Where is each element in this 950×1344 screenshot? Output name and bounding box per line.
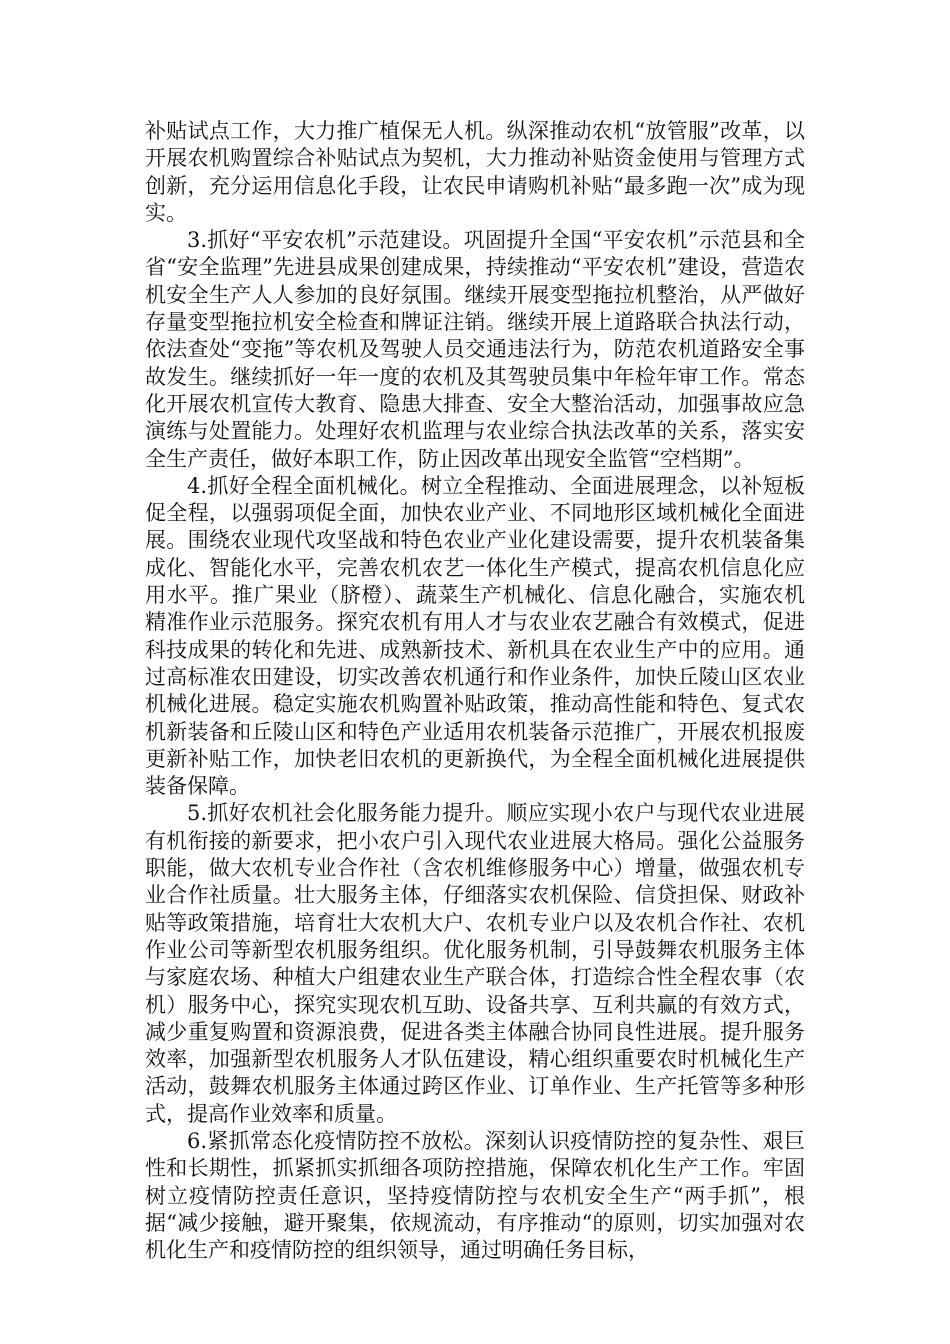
paragraph-full-mechanization: 4.抓好全程全面机械化。树立全程推动、全面进展理念，以补短板促全程，以强弱项促全面，加快农业产业、不同地形区域机械化全面进展。围绕农业现代攻坚战和特色农业产业化建设需要，提升农机装备集成化、智能化水平，完善农机农艺一体化生产模式，提高农机信息化应用水平。推广果业（脐橙）、蔬菜生产机械化、信息化融合，实施农机精准作业示范服务。探究农机有用人才与农业农艺融合有效模式，促进科技成果的转化和先进、成熟新技术、新机具在农业生产中的应用。通过高标准农田建设，切实改善农机通行和作业条件，加快丘陵山区农业机械化进展。稳定实施农机购置补贴政策，推动高性能和特色、复式农机新装备和丘陵山区和特色产业适用农机装备示范推广，开展农机报废更新补贴工作，加快老旧农机的更新换代，为全程全面机械化进展提供装备保障。 bbox=[145, 473, 805, 799]
paragraph-safe-farm-machinery: 3.抓好“平安农机”示范建设。巩固提升全国“平安农机”示范县和全省“安全监理”先进县成果创建成果，持续推动“平安农机”建设，营造农机安全生产人人参加的良好氛围。继续开展变型拖拉机整治，从严做好存量变型拖拉机安全检查和牌证注销。继续开展上道路联合执法行动，依法查处“变拖”等农机及驾驶人员交通违法行为，防范农机道路安全事故发生。继续抓好一年一度的农机及其驾驶员集中年检年审工作。常态化开展农机宣传大教育、隐患大排查、安全大整治活动，加强事故应急演练与处置能力。处理好农机监理与农业综合执法改革的关系，落实安全生产责任，做好本职工作，防止因改革出现安全监管“空档期”。 bbox=[145, 228, 805, 471]
paragraph-epidemic-control: 6.紧抓常态化疫情防控不放松。深刻认识疫情防控的复杂性、艰巨性和长期性，抓紧抓实抓细各项防控措施，保障农机化生产工作。牢固树立疫情防控责任意识，坚持疫情防控与农机安全生产“两手抓”，根据“减少接触，避开聚集，依规流动，有序推动“的原则，切实加强对农机化生产和疫情防控的组织领导，通过明确任务目标， bbox=[145, 1128, 805, 1263]
paragraph-subsidy-pilot: 补贴试点工作，大力推广植保无人机。纵深推动农机“放管服”改革，以开展农机购置综合补贴试点为契机，大力推动补贴资金使用与管理方式创新，充分运用信息化手段，让农民申请购机补贴“最多跑一次”成为现实。 bbox=[145, 119, 805, 225]
document-body bbox=[145, 118, 805, 1264]
paragraph-social-services: 5.抓好农机社会化服务能力提升。顺应实现小农户与现代农业进展有机衔接的新要求，把小农户引入现代农业进展大格局。强化公益服务职能，做大农机专业合作社（含农机维修服务中心）增量，做强农机专业合作社质量。壮大服务主体，仔细落实农机保险、信贷担保、财政补贴等政策措施，培育壮大农机大户、农机专业户以及农机合作社、农机作业公司等新型农机服务组织。优化服务机制，引导鼓舞农机服务主体与家庭农场、种植大户组建农业生产联合体，打造综合性全程农事（农机）服务中心，探究实现农机互助、设备共享、互利共赢的有效方式，减少重复购置和资源浪费，促进各类主体融合协同良性进展。提升服务效率，加强新型农机服务人才队伍建设，精心组织重要农时机械化生产活动，鼓舞农机服务主体通过跨区作业、订单作业、生产托管等多种形式，提高作业效率和质量。 bbox=[145, 801, 805, 1126]
